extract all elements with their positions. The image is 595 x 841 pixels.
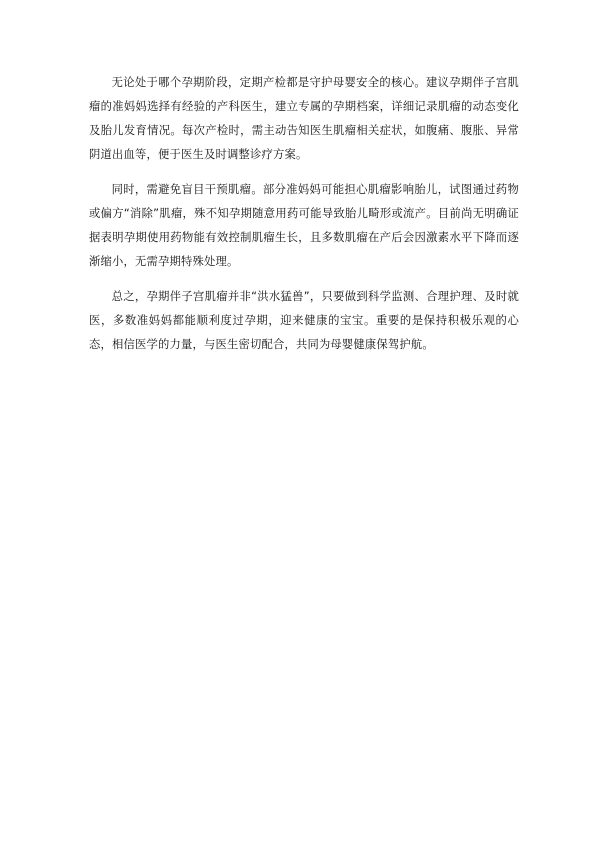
document-body — [89, 71, 519, 368]
paragraph-checkups: 无论处于哪个孕期阶段，定期产检都是守护母婴安全的核心。建议孕期伴子宫肌瘤的准妈妈选择有经验的产科医生，建立专属的孕期档案，详细记录肌瘤的动态变化及胎儿发育情况。每次产检时，需主动告知医生肌瘤相关症状，如腹痛、腹胀、异常阴道出血等，便于医生及时调整诊疗方案。 — [89, 76, 519, 161]
paragraph-conclusion: 总之，孕期伴子宫肌瘤并非“洪水猛兽”，只要做到科学监测、合理护理、及时就医，多数准妈妈都能顺利度过孕期，迎来健康的宝宝。重要的是保持积极乐观的心态，相信医学的力量，与医生密切配合，共同为母婴健康保驾护航。 — [89, 290, 519, 351]
paragraph-avoid-intervention: 同时，需避免盲目干预肌瘤。部分准妈妈可能担心肌瘤影响胎儿，试图通过药物或偏方“消除”肌瘤，殊不知孕期随意用药可能导致胎儿畸形或流产。目前尚无明确证据表明孕期使用药物能有效控制肌瘤生长，且多数肌瘤在产后会因激素水平下降而逐渐缩小，无需孕期特殊处理。 — [89, 183, 519, 268]
